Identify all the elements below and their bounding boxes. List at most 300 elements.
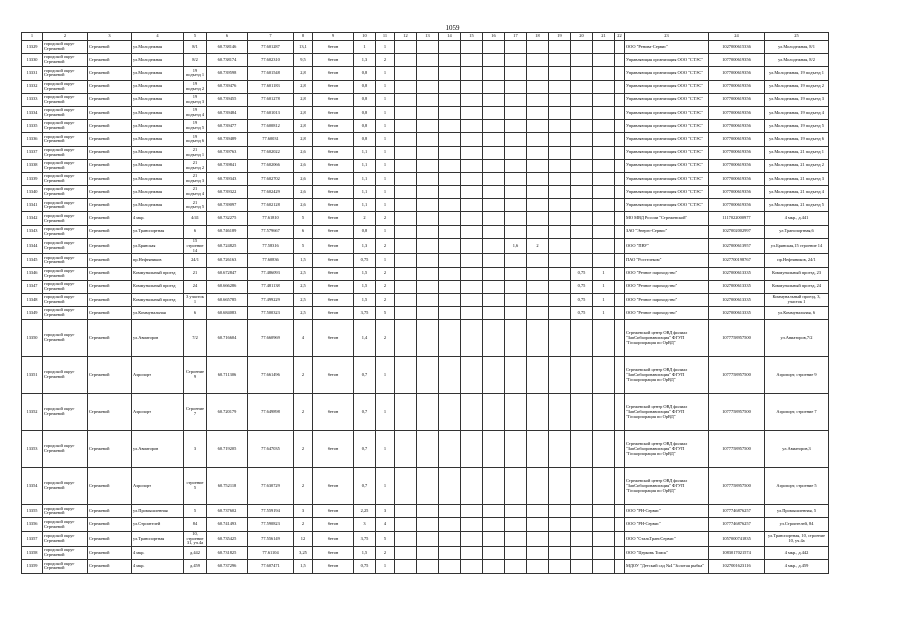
table-cell — [483, 146, 505, 159]
table-cell — [439, 172, 461, 185]
table-cell: Управляющая организация ООО "СТЭС" — [625, 159, 709, 172]
table-cell — [549, 307, 571, 320]
table-cell — [527, 547, 549, 560]
table-cell — [593, 431, 615, 468]
table-cell: 6 — [294, 225, 313, 238]
table-cell — [615, 267, 625, 280]
table-cell: ул.Молодежная — [132, 172, 184, 185]
table-cell — [417, 67, 439, 80]
table-cell: 1077746876257 — [709, 518, 765, 531]
table-cell — [593, 547, 615, 560]
table-cell: городской округ Стрежевой — [43, 225, 88, 238]
table-cell: 1077000619356 — [709, 172, 765, 185]
table-cell: 77.60031 — [248, 133, 294, 146]
table-cell — [461, 518, 483, 531]
table-cell: 2,8 — [294, 67, 313, 80]
table-cell — [593, 93, 615, 106]
table-cell: 2 — [376, 54, 395, 67]
table-cell — [593, 172, 615, 185]
table-cell — [395, 41, 417, 54]
table-cell: ООО "СтальТрансСервис" — [625, 531, 709, 547]
table-cell — [417, 186, 439, 199]
table-cell: Управляющая организация ООО "СТЭС" — [625, 80, 709, 93]
column-header: 18 — [527, 33, 549, 41]
table-cell: 2 — [376, 547, 395, 560]
table-cell — [571, 238, 593, 254]
table-cell — [593, 67, 615, 80]
table-cell: бетон — [313, 293, 354, 306]
table-cell — [461, 186, 483, 199]
table-cell: 13346 — [22, 267, 43, 280]
table-cell: 13335 — [22, 120, 43, 133]
table-cell — [571, 54, 593, 67]
table-cell — [549, 159, 571, 172]
table-cell: Аэропорт — [132, 357, 184, 394]
table-cell: Стрежевой — [88, 225, 132, 238]
table-cell: 77.602310 — [248, 54, 294, 67]
table-cell: 2 — [294, 518, 313, 531]
table-cell — [505, 199, 527, 212]
table-cell: 1 — [593, 293, 615, 306]
table-cell — [395, 212, 417, 225]
table-cell — [483, 505, 505, 518]
table-cell — [417, 254, 439, 267]
table-cell — [439, 54, 461, 67]
column-header: 6 — [207, 33, 248, 41]
table-cell: Стрежевой — [88, 431, 132, 468]
column-header: 25 — [765, 33, 829, 41]
table-cell: городской округ Стрежевой — [43, 357, 88, 394]
table-cell: 0,75 — [354, 560, 376, 573]
table-cell — [439, 505, 461, 518]
table-cell: ООО "Речное пароходство" — [625, 293, 709, 306]
table-cell: бетон — [313, 172, 354, 185]
table-cell — [505, 531, 527, 547]
table-cell — [549, 212, 571, 225]
table-cell — [395, 267, 417, 280]
table-cell: Строение 9 — [184, 357, 207, 394]
table-cell — [439, 518, 461, 531]
table-cell: 13358 — [22, 547, 43, 560]
table-cell: Стрежевой — [88, 146, 132, 159]
table-cell: ул.Промышленная, 5 — [765, 505, 829, 518]
table-cell — [615, 254, 625, 267]
table-cell — [615, 106, 625, 119]
table-cell: 21 подъезд 4 — [184, 186, 207, 199]
table-cell — [439, 560, 461, 573]
table-cell — [417, 80, 439, 93]
table-cell — [439, 431, 461, 468]
table-cell: 0,8 — [354, 93, 376, 106]
table-cell: Аэропорт, строение 7 — [765, 394, 829, 431]
table-cell — [527, 199, 549, 212]
table-cell — [505, 518, 527, 531]
table-cell: 77.61810 — [248, 212, 294, 225]
table-cell: Стрежевой — [88, 280, 132, 293]
table-row — [22, 431, 829, 468]
table-cell — [395, 80, 417, 93]
table-cell: 1,5 — [354, 293, 376, 306]
table-cell: 0,75 — [571, 293, 593, 306]
table-cell: бетон — [313, 320, 354, 357]
table-row — [22, 307, 829, 320]
table-cell — [417, 560, 439, 573]
table-cell — [571, 146, 593, 159]
table-cell: бетон — [313, 186, 354, 199]
table-cell: 3,25 — [294, 547, 313, 560]
table-cell — [439, 468, 461, 505]
table-cell — [483, 41, 505, 54]
table-cell — [527, 431, 549, 468]
table-cell — [505, 172, 527, 185]
table-cell — [439, 80, 461, 93]
table-cell — [395, 238, 417, 254]
table-cell: 3 — [184, 431, 207, 468]
table-row — [22, 293, 829, 306]
table-cell: бетон — [313, 225, 354, 238]
table-cell: 21 подъезд 2 — [184, 159, 207, 172]
table-cell: Коммунальный проезд — [132, 293, 184, 306]
table-cell: 2 — [527, 238, 549, 254]
table-cell — [461, 133, 483, 146]
table-cell: 1 — [376, 394, 395, 431]
table-cell: бетон — [313, 280, 354, 293]
table-cell: 77.602702 — [248, 172, 294, 185]
table-cell: 12 — [294, 531, 313, 547]
table-cell: 13354 — [22, 468, 43, 505]
table-cell: 3 участок 1 — [184, 293, 207, 306]
table-cell — [593, 505, 615, 518]
table-cell: 60.739455 — [207, 93, 248, 106]
column-header: 16 — [483, 33, 505, 41]
table-cell: 77.481138 — [248, 280, 294, 293]
table-cell — [593, 238, 615, 254]
table-cell: ул.Молодежная — [132, 159, 184, 172]
table-cell: 5 — [294, 238, 313, 254]
table-cell: 60.739322 — [207, 186, 248, 199]
table-cell: 13333 — [22, 93, 43, 106]
table-cell — [439, 120, 461, 133]
table-cell: городской округ Стрежевой — [43, 54, 88, 67]
table-cell: 60.739484 — [207, 106, 248, 119]
table-cell: 19 подъезд 4 — [184, 106, 207, 119]
table-cell: Стрежевой — [88, 41, 132, 54]
table-cell: 60.711306 — [207, 357, 248, 394]
table-cell: 1027000613335 — [709, 293, 765, 306]
table-cell: 0,7 — [354, 431, 376, 468]
table-cell — [615, 41, 625, 54]
table-cell: 4 мкр., д.459 — [765, 560, 829, 573]
table-cell: 13348 — [22, 293, 43, 306]
table-cell — [417, 293, 439, 306]
table-cell: Стрежевой — [88, 560, 132, 573]
table-cell — [527, 41, 549, 54]
table-cell — [527, 468, 549, 505]
table-cell — [593, 133, 615, 146]
table-cell: 3 — [294, 505, 313, 518]
table-cell: 1,1 — [354, 159, 376, 172]
table-cell — [461, 93, 483, 106]
table-cell: 77.500323 — [248, 307, 294, 320]
table-cell: городской округ Стрежевой — [43, 199, 88, 212]
table-cell: ул.Коммунальная — [132, 307, 184, 320]
table-cell: бетон — [313, 133, 354, 146]
table-row — [22, 199, 829, 212]
table-cell — [615, 93, 625, 106]
table-cell: ООО "Речное пароходство" — [625, 307, 709, 320]
table-cell: 60.684083 — [207, 307, 248, 320]
table-cell — [461, 146, 483, 159]
table-row — [22, 106, 829, 119]
register-table — [21, 32, 829, 574]
table-cell — [505, 146, 527, 159]
table-cell — [571, 133, 593, 146]
table-cell — [571, 431, 593, 468]
table-cell: Стрежевой — [88, 80, 132, 93]
table-cell: Стрежевой — [88, 172, 132, 185]
table-cell: ООО "Речное пароходство" — [625, 267, 709, 280]
table-cell: Стрежевой — [88, 159, 132, 172]
table-cell: 77.602022 — [248, 146, 294, 159]
table-cell: Стрежевой — [88, 505, 132, 518]
table-cell: 1117022000977 — [709, 212, 765, 225]
table-cell: 4 — [376, 518, 395, 531]
table-row — [22, 254, 829, 267]
table-cell: 0,8 — [354, 133, 376, 146]
table-row — [22, 267, 829, 280]
table-cell: 5 — [294, 212, 313, 225]
table-cell: Стрежевой — [88, 120, 132, 133]
table-cell — [461, 212, 483, 225]
table-cell — [571, 468, 593, 505]
table-cell — [417, 307, 439, 320]
table-cell — [549, 267, 571, 280]
table-cell — [483, 54, 505, 67]
table-cell — [615, 531, 625, 547]
table-cell: Стрежевой — [88, 320, 132, 357]
table-cell — [615, 431, 625, 468]
table-cell: 60.741493 — [207, 518, 248, 531]
table-row — [22, 505, 829, 518]
table-cell — [571, 394, 593, 431]
table-cell — [417, 357, 439, 394]
table-cell — [461, 106, 483, 119]
table-cell — [417, 93, 439, 106]
table-cell — [571, 254, 593, 267]
table-cell — [549, 518, 571, 531]
table-cell: городской округ Стрежевой — [43, 267, 88, 280]
table-cell — [549, 254, 571, 267]
table-cell — [483, 212, 505, 225]
table-cell: 1077000619356 — [709, 54, 765, 67]
table-cell: МО МВД России "Стрежевской" — [625, 212, 709, 225]
table-cell: 13343 — [22, 225, 43, 238]
table-cell — [461, 505, 483, 518]
table-cell: 1027000613335 — [709, 307, 765, 320]
table-row — [22, 159, 829, 172]
table-cell — [483, 172, 505, 185]
table-cell: ул.Брянская,15 строение 14 — [765, 238, 829, 254]
table-cell — [593, 560, 615, 573]
table-cell — [439, 199, 461, 212]
table-cell: 1 — [376, 93, 395, 106]
table-cell — [417, 120, 439, 133]
table-cell — [615, 120, 625, 133]
table-cell — [395, 505, 417, 518]
table-cell: Управляющая организация ООО "СТЭС" — [625, 172, 709, 185]
table-cell: 1 — [376, 468, 395, 505]
table-cell — [395, 431, 417, 468]
table-cell: 13330 — [22, 54, 43, 67]
table-cell: ул.Транспортная, 10, строение 10, уч.4а — [765, 531, 829, 547]
table-cell: ул.Транспортная — [132, 531, 184, 547]
table-cell: городской округ Стрежевой — [43, 120, 88, 133]
table-row — [22, 357, 829, 394]
table-cell: 1 — [593, 307, 615, 320]
table-cell: 15 строение 14 — [184, 238, 207, 254]
table-row — [22, 172, 829, 185]
table-cell: ул.Брянская — [132, 238, 184, 254]
table-cell — [483, 280, 505, 293]
table-cell: ул.Молодежная — [132, 41, 184, 54]
table-cell — [571, 93, 593, 106]
table-cell — [549, 120, 571, 133]
table-cell — [527, 293, 549, 306]
table-cell: Аэропорт, строение 9 — [765, 357, 829, 394]
table-cell: 60.739097 — [207, 199, 248, 212]
table-cell — [571, 159, 593, 172]
table-cell: 1077000619356 — [709, 199, 765, 212]
table-cell: 13351 — [22, 357, 43, 394]
table-cell: городской округ Стрежевой — [43, 212, 88, 225]
table-cell: 60.716604 — [207, 320, 248, 357]
page-number: 1059 — [445, 24, 460, 32]
table-cell — [615, 468, 625, 505]
table-cell: 0,75 — [571, 267, 593, 280]
table-cell: 77.630729 — [248, 468, 294, 505]
table-cell: ул.Молодежная — [132, 120, 184, 133]
table-cell: 1077000619356 — [709, 159, 765, 172]
table-cell — [395, 320, 417, 357]
table-cell: Управляющая организация ООО "СТЭС" — [625, 67, 709, 80]
table-cell: 2,6 — [294, 186, 313, 199]
table-cell: 2 — [354, 212, 376, 225]
table-cell: 77.660969 — [248, 320, 294, 357]
table-cell — [593, 357, 615, 394]
table-cell: 13357 — [22, 531, 43, 547]
table-cell: бетон — [313, 146, 354, 159]
table-cell: 6 — [184, 225, 207, 238]
table-cell — [395, 518, 417, 531]
table-cell: ООО "Ренова-Сервис" — [625, 41, 709, 54]
table-cell — [483, 431, 505, 468]
table-cell — [571, 518, 593, 531]
table-cell: 1,1 — [354, 186, 376, 199]
table-cell — [439, 547, 461, 560]
table-cell: Стрежевой — [88, 238, 132, 254]
table-cell — [527, 225, 549, 238]
table-cell: 2,5 — [294, 293, 313, 306]
table-cell — [505, 394, 527, 431]
table-cell: 2,8 — [294, 120, 313, 133]
table-cell — [395, 133, 417, 146]
table-cell — [483, 320, 505, 357]
table-cell: 77.601278 — [248, 93, 294, 106]
table-cell: Стрежевской центр ОВД филиал "ЗапСибаэронавигация" ФГУП "Госкорпорация по ОрВД" — [625, 320, 709, 357]
table-cell — [505, 225, 527, 238]
table-cell — [483, 293, 505, 306]
table-cell — [593, 225, 615, 238]
table-cell — [395, 357, 417, 394]
table-cell: 1 — [376, 172, 395, 185]
table-cell — [615, 238, 625, 254]
table-cell: 4 мкр. — [132, 547, 184, 560]
table-cell: городской округ Стрежевой — [43, 41, 88, 54]
table-cell — [439, 133, 461, 146]
table-row — [22, 186, 829, 199]
table-cell: ул.Авиаторов — [132, 320, 184, 357]
table-cell: 1,4 — [354, 320, 376, 357]
table-cell: 77.602429 — [248, 186, 294, 199]
table-cell: ул.Авиаторов,7/2 — [765, 320, 829, 357]
table-cell: 1,5 — [354, 547, 376, 560]
table-cell — [527, 146, 549, 159]
table-cell — [439, 93, 461, 106]
table-cell — [593, 212, 615, 225]
table-cell: 1,5 — [354, 267, 376, 280]
table-cell — [615, 518, 625, 531]
table-cell: 6 — [184, 307, 207, 320]
table-row — [22, 238, 829, 254]
table-cell — [417, 280, 439, 293]
table-cell: 19 подъезд 5 — [184, 120, 207, 133]
table-row — [22, 67, 829, 80]
table-cell — [505, 560, 527, 573]
column-header: 15 — [461, 33, 483, 41]
table-cell — [615, 172, 625, 185]
table-cell — [527, 212, 549, 225]
table-cell: д.459 — [184, 560, 207, 573]
table-cell: Управляющая организация ООО "СТЭС" — [625, 146, 709, 159]
table-cell: городской округ Стрежевой — [43, 172, 88, 185]
table-cell — [483, 199, 505, 212]
table-cell: 19 подъезд 6 — [184, 133, 207, 146]
table-cell: 1083017021574 — [709, 547, 765, 560]
table-cell: ул.Молодежная, 19 подъезд 5 — [765, 120, 829, 133]
table-cell: городской округ Стрежевой — [43, 505, 88, 518]
table-cell: ул.Молодежная — [132, 106, 184, 119]
table-cell — [439, 357, 461, 394]
table-cell: ул.Промышленная — [132, 505, 184, 518]
table-cell — [527, 254, 549, 267]
table-row — [22, 225, 829, 238]
table-cell: 24/1 — [184, 254, 207, 267]
table-cell: 19 подъезд 2 — [184, 80, 207, 93]
table-cell — [461, 41, 483, 54]
table-cell: 1027000615336 — [709, 41, 765, 54]
table-cell: 5 — [376, 307, 395, 320]
table-cell — [417, 54, 439, 67]
table-cell — [395, 560, 417, 573]
table-cell: ул.Молодежная — [132, 80, 184, 93]
table-cell: городской округ Стрежевой — [43, 67, 88, 80]
table-cell — [483, 518, 505, 531]
table-cell — [395, 254, 417, 267]
table-cell — [549, 320, 571, 357]
table-cell — [461, 293, 483, 306]
table-cell: бетон — [313, 41, 354, 54]
table-cell: Стрежевой — [88, 267, 132, 280]
